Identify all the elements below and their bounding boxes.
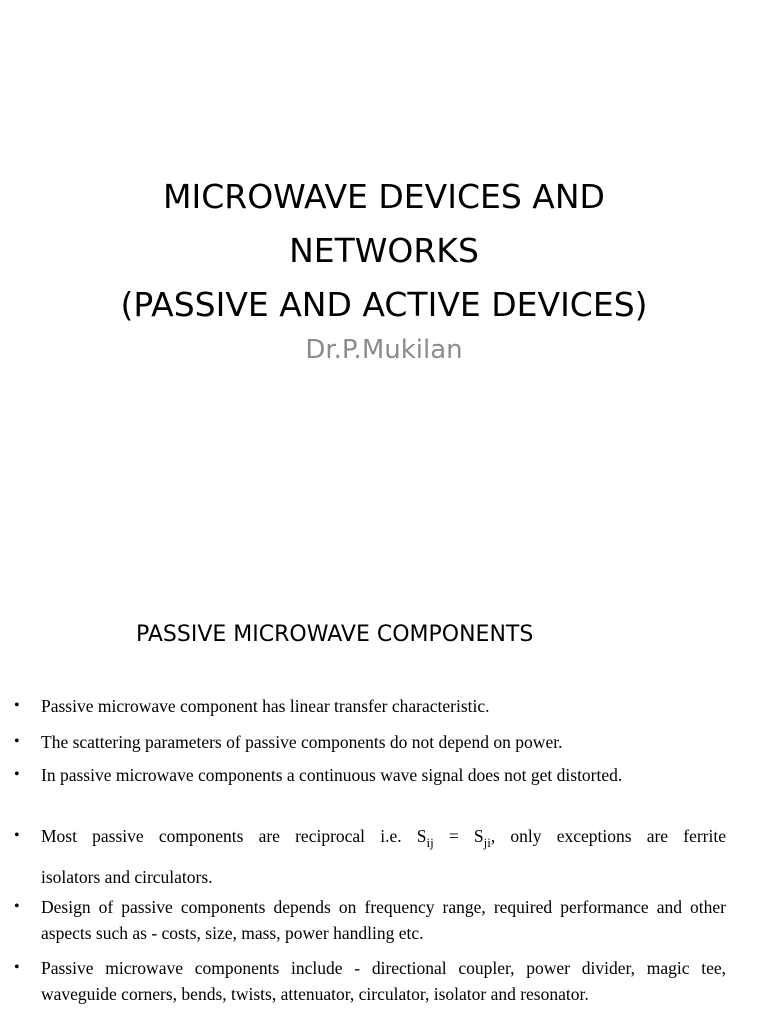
bullet-icon: • — [14, 827, 20, 844]
bullet-icon: • — [14, 959, 20, 976]
slide-title-line: (PASSIVE AND ACTIVE DEVICES) — [120, 285, 648, 324]
bullet-text: Passive microwave components include - directional coupler, power divider, magic tee, waveguide corners, bends, twists, attenuator, circulator, isolator and resonator. — [41, 958, 726, 1004]
section-heading: PASSIVE MICROWAVE COMPONENTS — [136, 622, 534, 647]
bullet-item — [14, 762, 726, 788]
bullet-item — [14, 693, 726, 719]
bullet-item — [14, 955, 726, 1007]
bullet-text: Design of passive components depends on frequency range, required performance and other aspects such as - costs, size, mass, power handling etc. — [41, 897, 726, 943]
bullet-text-part: Most passive components are reciprocal i.e. S — [41, 826, 427, 846]
bullet-icon: • — [14, 733, 20, 750]
bullet-text-part: , only exceptions are ferrite — [490, 826, 726, 846]
bullet-item — [14, 894, 726, 946]
bullet-item — [14, 729, 726, 755]
bullet-icon: • — [14, 697, 20, 714]
bullet-text-part: = S — [433, 826, 484, 846]
slide-title-line: MICROWAVE DEVICES AND — [163, 177, 605, 216]
bullet-icon: • — [14, 766, 20, 783]
slide-title-line: NETWORKS — [289, 231, 479, 270]
author-name: Dr.P.Mukilan — [305, 335, 463, 365]
subscript: ij — [426, 835, 434, 850]
subscript: ji — [483, 835, 491, 850]
bullet-text: The scattering parameters of passive components do not depend on power. — [41, 732, 563, 752]
bullet-item — [14, 823, 726, 890]
bullet-text — [41, 823, 726, 856]
bullet-icon: • — [14, 898, 20, 915]
bullet-text-continuation: isolators and circulators. — [41, 867, 213, 887]
slide-title — [0, 170, 768, 332]
bullet-text: In passive microwave components a continuous wave signal does not get distorted. — [41, 765, 623, 785]
bullet-text: Passive microwave component has linear transfer characteristic. — [41, 696, 490, 716]
